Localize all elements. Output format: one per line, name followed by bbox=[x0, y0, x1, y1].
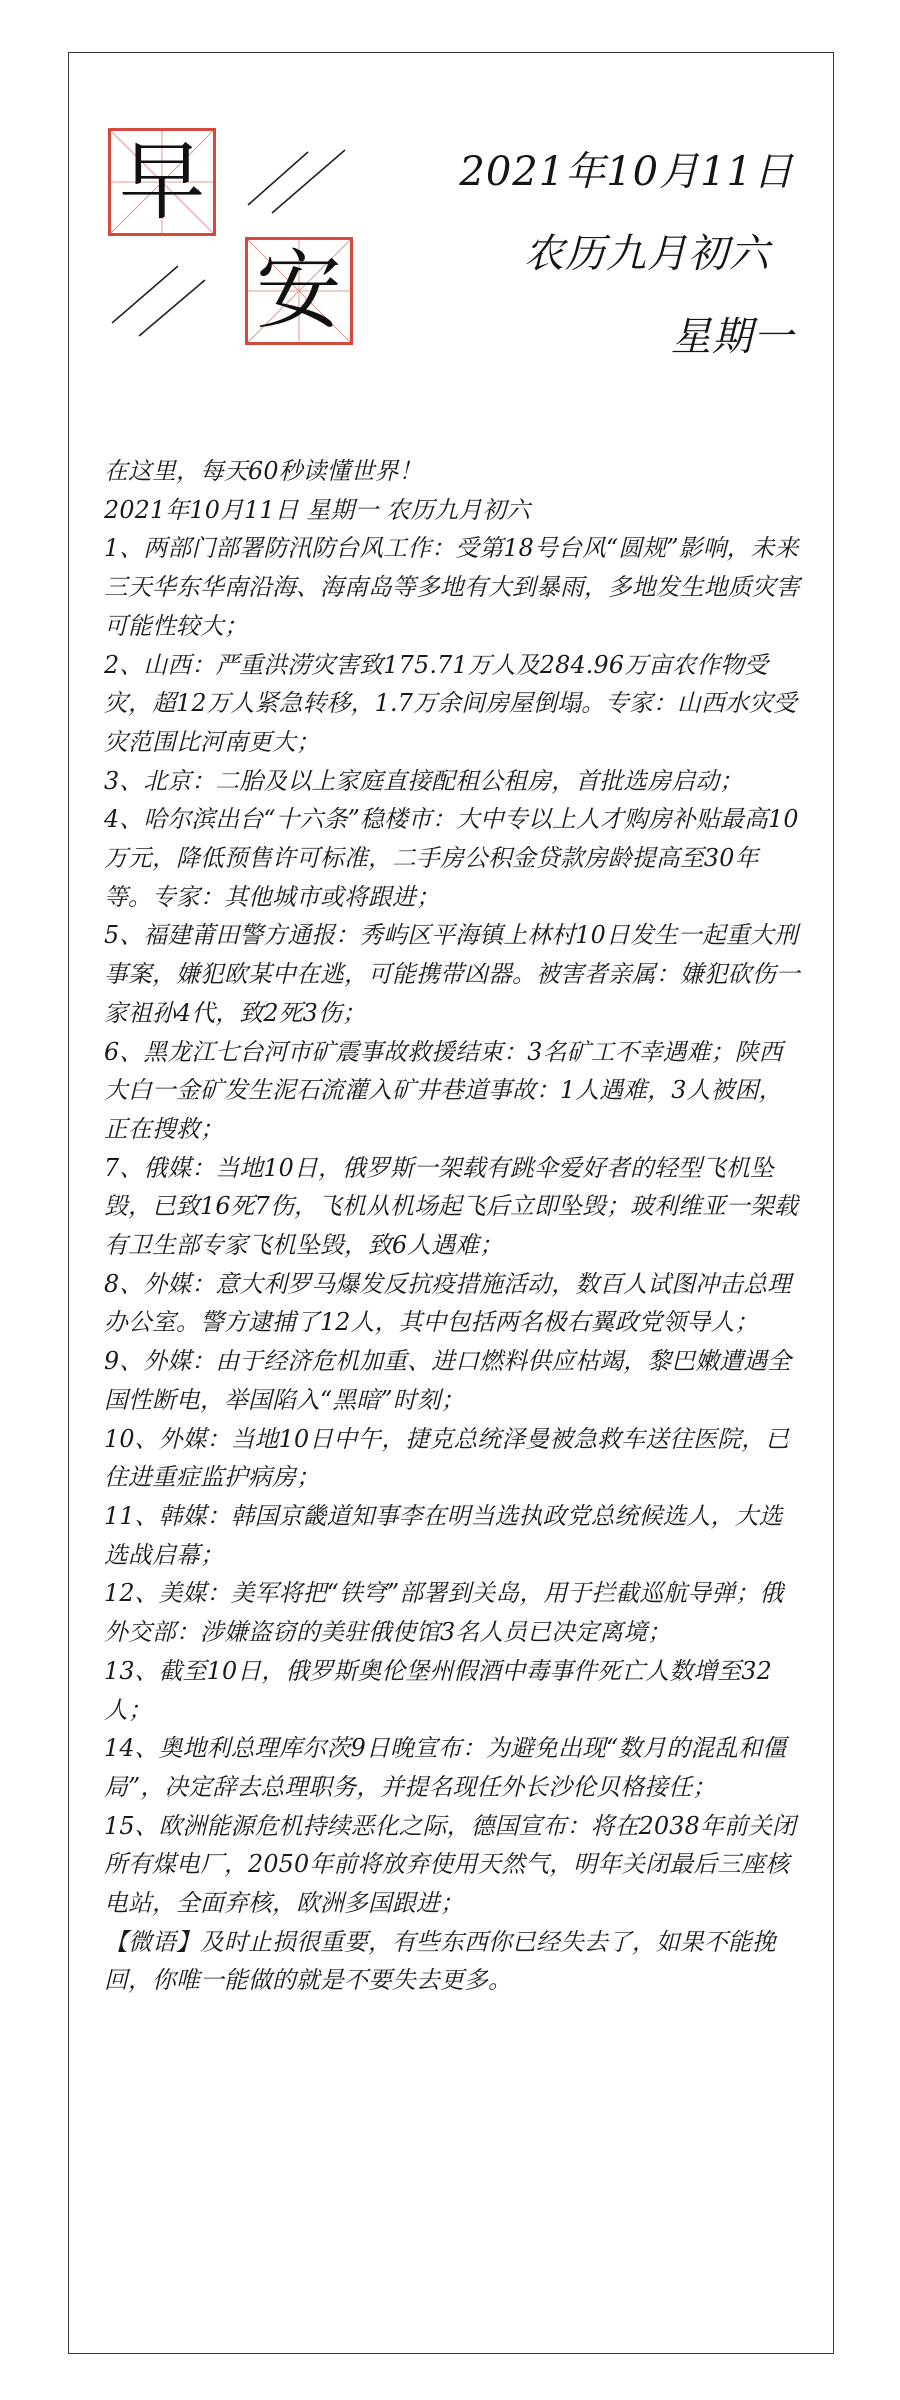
intro-line: 在这里，每天60秒读懂世界！ bbox=[104, 457, 423, 485]
news-item-11: 11、韩媒：韩国京畿道知事李在明当选执政党总统候选人，大选选战启幕； bbox=[104, 1501, 783, 1569]
weekday: 星期一 bbox=[671, 314, 794, 360]
news-item-8: 8、外媒：意大利罗马爆发反抗疫措施活动，数百人试图冲击总理办公室。警方逮捕了12人，其中包括两名极右翼政党领导人； bbox=[104, 1269, 792, 1337]
news-item-1: 1、两部门部署防汛防台风工作：受第18号台风“圆规”影响，未来三天华东华南沿海、海南岛等多地有大到暴雨，多地发生地质灾害可能性较大； bbox=[104, 534, 800, 640]
news-item-13: 13、截至10日，俄罗斯奥伦堡州假酒中毒事件死亡人数增至32人； bbox=[104, 1656, 772, 1724]
an-character: 安 bbox=[256, 241, 342, 341]
news-item-4: 4、哈尔滨出台“十六条”稳楼市：大中专以上人才购房补贴最高10万元，降低预售许可标准，二手房公积金贷款房龄提高至30年等。专家：其他城市或将跟进； bbox=[104, 805, 799, 911]
news-item-2: 2、山西：严重洪涝灾害致175.71万人及284.96万亩农作物受灾，超12万人紧急转移，1.7万余间房屋倒塌。专家：山西水灾受灾范围比河南更大； bbox=[104, 650, 798, 756]
news-item-7: 7、俄媒：当地10日，俄罗斯一架载有跳伞爱好者的轻型飞机坠毁，已致16死7伤，飞机从机场起飞后立即坠毁；玻利维亚一架载有卫生部专家飞机坠毁，致6人遇难； bbox=[104, 1153, 798, 1260]
header bbox=[0, 0, 900, 420]
news-item-10: 10、外媒：当地10日中午，捷克总统泽曼被急救车送往医院，已住进重症监护病房； bbox=[104, 1424, 790, 1492]
news-item-14: 14、奥地利总理库尔茨9日晚宣布：为避免出现“数月的混乱和僵局”，决定辞去总理职务，并提名现任外长沙伦贝格接任； bbox=[104, 1734, 787, 1801]
news-item-9: 9、外媒：由于经济危机加重、进口燃料供应枯竭，黎巴嫩遭遇全国性断电，举国陷入“黑暗”时刻； bbox=[104, 1347, 792, 1414]
news-item-6: 6、黑龙江七台河市矿震事故救援结束：3名矿工不幸遇难；陕西大白一金矿发生泥石流灌入矿井巷道事故：1人遇难，3人被困，正在搜救； bbox=[104, 1037, 783, 1143]
zao-character: 早 bbox=[119, 132, 205, 232]
news-content bbox=[104, 452, 804, 2000]
news-item-12: 12、美媒：美军将把“铁穹”部署到关岛，用于拦截巡航导弹；俄外交部：涉嫌盗窃的美驻俄使馆3名人员已决定离境； bbox=[104, 1579, 784, 1647]
date-summary-line: 2021年10月11日 星期一 农历九月初六 bbox=[104, 495, 531, 524]
news-item-3: 3、北京：二胎及以上家庭直接配租公租房，首批选房启动； bbox=[104, 766, 744, 795]
an-character-box bbox=[245, 237, 353, 345]
zao-character-box bbox=[108, 128, 216, 236]
news-item-15: 15、欧洲能源危机持续恶化之际，德国宣布：将在2038年前关闭所有煤电厂，2050年前将放弃使用天然气，明年关闭最后三座核电站，全面弃核，欧洲多国跟进； bbox=[104, 1811, 796, 1918]
news-item-5: 5、福建莆田警方通报：秀屿区平海镇上林村10日发生一起重大刑事案，嫌犯欧某中在逃，可能携带凶器。被害者亲属：嫌犯砍伤一家祖孙4代，致2死3伤； bbox=[104, 921, 800, 1027]
lunar-date: 农历九月初六 bbox=[524, 231, 770, 277]
weiyu-quote: 【微语】及时止损很重要，有些东西你已经失去了，如果不能挽回，你唯一能做的就是不要失去更多。 bbox=[104, 1927, 776, 1995]
gregorian-date: 2021年10月11日 bbox=[459, 149, 794, 195]
